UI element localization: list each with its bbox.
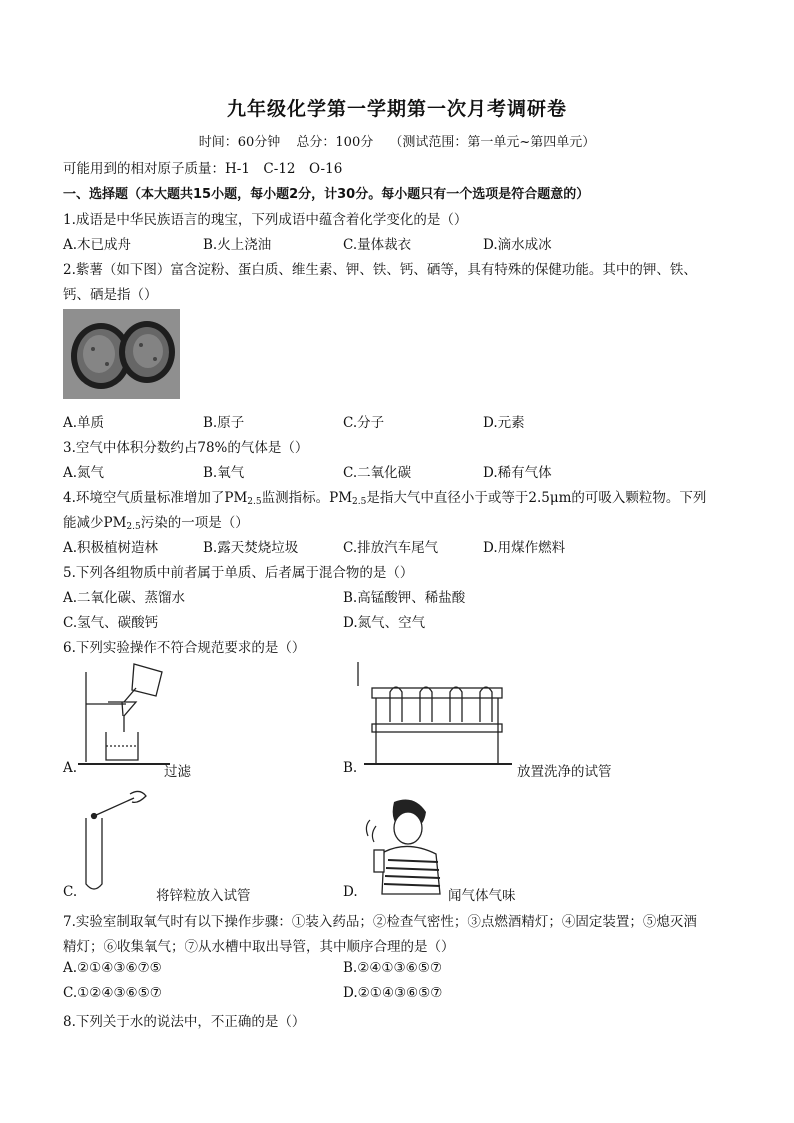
question-3-stem: 3.空气中体积分数约占78%的气体是（） <box>63 440 309 456</box>
q5-option-c: C.氢气、碳酸钙 <box>63 615 159 631</box>
exam-scope: （测试范围：第一单元~第四单元） <box>389 135 596 150</box>
q3-option-d: D.稀有气体 <box>483 465 552 481</box>
q2-option-c: C.分子 <box>343 415 385 431</box>
q6-caption-b: 放置洗净的试管 <box>517 764 612 780</box>
question-6-stem: 6.下列实验操作不符合规范要求的是（） <box>63 640 306 656</box>
q3-option-c: C.二氧化碳 <box>343 465 412 481</box>
test-tube-rack-figure <box>356 662 512 772</box>
q7-option-c: C.①②④③⑥⑤⑦ <box>63 985 162 1001</box>
q7-option-a: A.②①④③⑥⑦⑤ <box>63 960 162 976</box>
q1-option-d: D.滴水成冰 <box>483 237 552 253</box>
q6-label-b: B. <box>343 760 358 776</box>
q7-option-d: D.②①④③⑥⑤⑦ <box>343 985 443 1001</box>
q2-option-a: A.单质 <box>63 415 105 431</box>
q4-sub-2: 2.5 <box>352 497 367 507</box>
page-title: 九年级化学第一学期第一次月考调研卷 <box>226 98 567 120</box>
section-heading: 一、选择题（本大题共15小题，每小题2分，计30分。每小题只有一个选项是符合题意的） <box>63 187 590 202</box>
smelling-gas-figure <box>360 796 444 896</box>
q4-option-d: D.用煤作燃料 <box>483 540 566 556</box>
q4-line2-a: 能减少PM <box>63 515 127 531</box>
q4-line2-b: 污染的一项是（） <box>140 515 249 531</box>
q5-option-d: D.氮气、空气 <box>343 615 426 631</box>
q6-label-c: C. <box>63 884 78 900</box>
question-7-stem-line2: 精灯；⑥收集氧气；⑦从水槽中取出导管，其中顺序合理的是（） <box>63 939 455 955</box>
question-4-stem-line1 <box>63 486 706 507</box>
q4-option-a: A.积极植树造林 <box>63 540 159 556</box>
question-7-stem-line1: 7.实验室制取氧气时有以下操作步骤：①装入药品；②检查气密性；③点燃酒精灯；④固定装置；⑤熄灭酒 <box>63 914 697 930</box>
q2-option-d: D.元素 <box>483 415 525 431</box>
q3-option-a: A.氮气 <box>63 465 105 481</box>
exam-meta <box>0 131 794 150</box>
question-4-stem-line2 <box>63 511 249 532</box>
q1-option-c: C.量体裁衣 <box>343 237 412 253</box>
q6-caption-a: 过滤 <box>164 764 191 780</box>
q7-option-b: B.②④①③⑥⑤⑦ <box>343 960 442 976</box>
q1-option-b: B.火上浇油 <box>203 237 272 253</box>
q5-option-a: A.二氧化碳、蒸馏水 <box>63 590 186 606</box>
purple-sweet-potato-image <box>63 309 180 399</box>
q4-sub-3: 2.5 <box>126 522 141 532</box>
q1-option-a: A.木已成舟 <box>63 237 132 253</box>
zinc-into-test-tube-figure <box>80 788 154 896</box>
q3-option-b: B.氧气 <box>203 465 245 481</box>
q2-option-b: B.原子 <box>203 415 245 431</box>
q6-caption-c: 将锌粒放入试管 <box>156 888 251 904</box>
q4-text-a: 4.环境空气质量标准增加了PM <box>63 490 248 506</box>
q4-text-b: 监测指标。PM <box>261 490 353 506</box>
question-8-stem: 8.下列关于水的说法中，不正确的是（） <box>63 1014 306 1030</box>
filtration-apparatus-figure <box>76 662 176 770</box>
q6-label-a: A. <box>63 760 78 776</box>
q4-option-b: B.露天焚烧垃圾 <box>203 540 299 556</box>
q6-caption-d: 闻气体气味 <box>448 888 516 904</box>
question-5-stem: 5.下列各组物质中前者属于单质、后者属于混合物的是（） <box>63 565 414 581</box>
atomic-mass-note: 可能用到的相对原子质量：H-1 C-12 O-16 <box>63 161 343 177</box>
question-2-stem-line2: 钙、硒是指（） <box>63 287 158 303</box>
q4-option-c: C.排放汽车尾气 <box>343 540 439 556</box>
exam-time: 时间：60分钟 <box>198 135 281 150</box>
question-2-stem-line1: 2.紫薯（如下图）富含淀粉、蛋白质、维生素、钾、铁、钙、硒等，具有特殊的保健功能。其中的钾、铁、 <box>63 262 697 278</box>
exam-score: 总分：100分 <box>296 135 374 150</box>
q4-sub-1: 2.5 <box>247 497 262 507</box>
question-1-stem: 1.成语是中华民族语言的瑰宝，下列成语中蕴含着化学变化的是（） <box>63 212 468 228</box>
q5-option-b: B.高锰酸钾、稀盐酸 <box>343 590 466 606</box>
q4-text-c: 是指大气中直径小于或等于2.5μm的可吸入颗粒物。下列 <box>366 490 707 506</box>
q6-label-d: D. <box>343 884 358 900</box>
